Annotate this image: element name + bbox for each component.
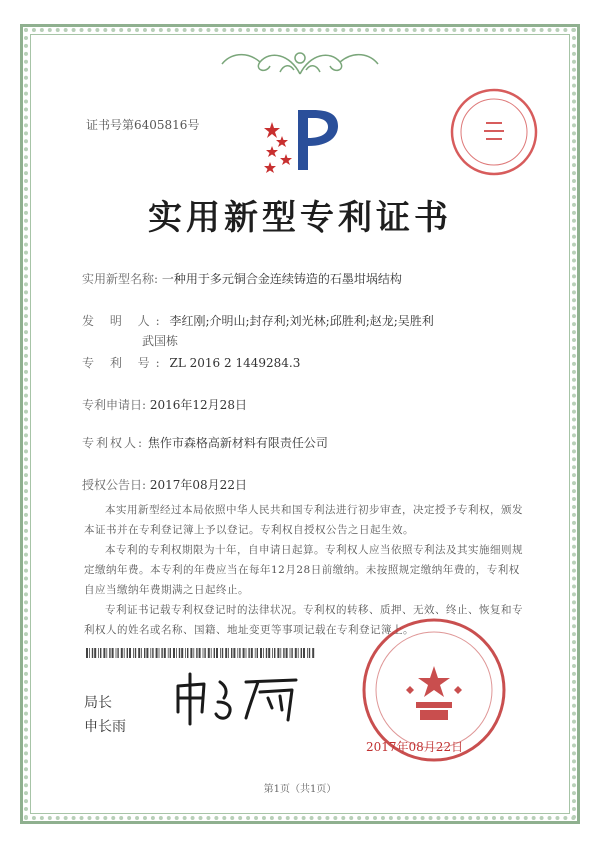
sipo-logo-icon (258, 100, 348, 180)
body-paragraph-1: 本实用新型经过本局依照中华人民共和国专利法进行初步审查，决定授予专利权，颁发本证书并在专利登记簿上予以登记。专利权自授权公告之日起生效。 (84, 504, 523, 536)
official-title-line1: 局长 (84, 695, 112, 711)
certificate-title: 实用新型专利证书 (148, 198, 452, 238)
grant-date-value: 2017年08月22日 (149, 478, 247, 492)
filing-date-value: 2016年12月28日 (149, 398, 247, 412)
inventor-label: 发 明 人: (82, 314, 166, 328)
body-paragraph-2: 本专利的专利权期限为十年，自申请日起算。专利权人应当依照专利法及其实施细则规定缴纳年费。本专利的年费应当在每年12月28日前缴纳。未按照规定缴纳年费的，专利权自应当缴纳年费期满之日起终止。 (84, 544, 523, 596)
patentee-value: 焦作市森格高新材料有限责任公司 (147, 436, 328, 450)
patent-number-row (82, 354, 300, 371)
certificate-number: 证书号第6405816号 (86, 118, 200, 132)
barcode-icon (86, 648, 316, 658)
utility-model-name-label: 实用新型名称: (82, 272, 159, 286)
seal-date: 2017年08月22日 (366, 740, 464, 754)
patent-number-label: 专 利 号: (82, 356, 166, 370)
body-paragraph-3: 专利证书记载专利权登记时的法律状况。专利权的转移、质押、无效、终止、恢复和专利权人的姓名或名称、国籍、地址变更等事项记载在专利登记簿上。 (84, 604, 523, 636)
signature-icon (168, 668, 308, 728)
utility-model-name-row (82, 270, 402, 287)
grant-date-row (82, 476, 247, 493)
utility-model-name-value: 一种用于多元铜合金连续铸造的石墨坩埚结构 (161, 272, 402, 286)
top-ornament-icon (210, 44, 390, 80)
patent-number-value: ZL 2016 2 1449284.3 (169, 356, 301, 370)
filing-date-label: 专利申请日: (82, 398, 147, 412)
official-title-line2: 申长雨 (84, 719, 126, 735)
page-number: 第1页（共1页） (263, 784, 337, 795)
patentee-row (82, 434, 328, 451)
tax-stamp-icon (448, 86, 540, 178)
inventor-row (82, 312, 434, 329)
filing-date-row (82, 396, 247, 413)
grant-date-label: 授权公告日: (82, 478, 147, 492)
patentee-label: 专利权人: (82, 436, 145, 450)
inventor-value-line2: 武国栋 (142, 334, 179, 348)
inventor-value: 李红刚;介明山;封存利;刘光林;邱胜利;赵龙;吴胜利 (169, 314, 434, 328)
